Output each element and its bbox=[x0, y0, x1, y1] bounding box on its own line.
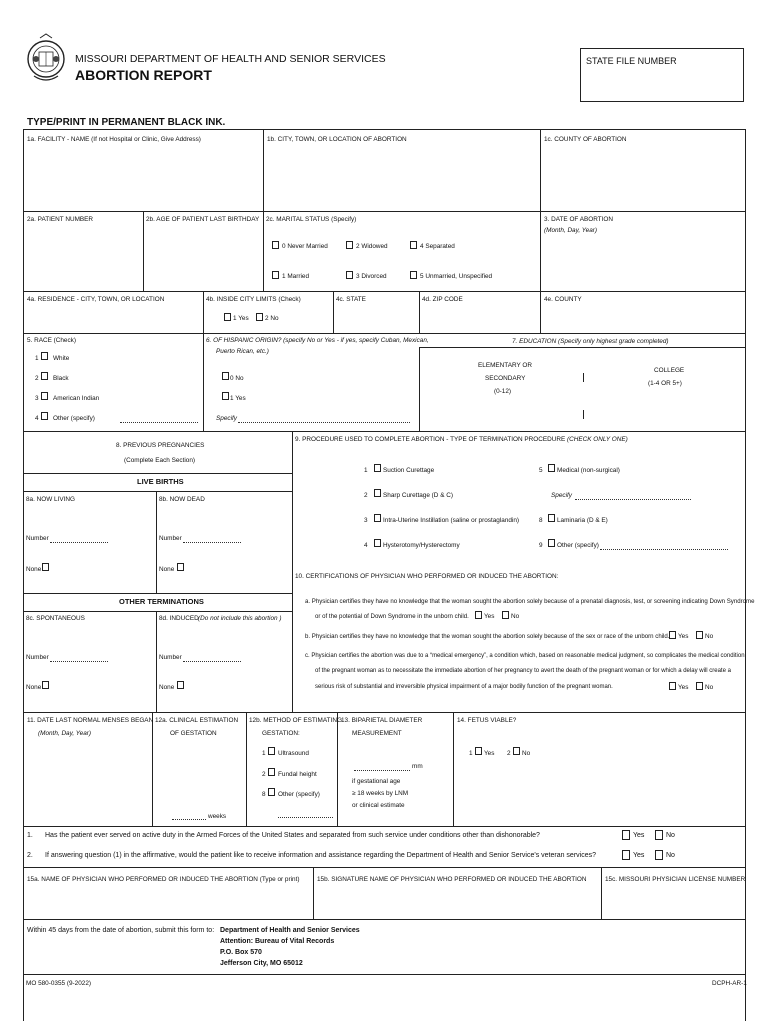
marital-option-label: 1 Married bbox=[282, 273, 309, 280]
previous-pregnancies-subtitle: (Complete Each Section) bbox=[124, 457, 196, 464]
inside-city-yes-checkbox[interactable] bbox=[224, 313, 231, 321]
estimation-method-label: 12b. METHOD OF ESTIMATING bbox=[249, 717, 342, 724]
now-living-none-checkbox[interactable] bbox=[42, 563, 49, 571]
method-option-label: Fundal height bbox=[278, 771, 317, 778]
submission-address-line: Attention: Bureau of Vital Records bbox=[220, 938, 335, 945]
cert-c-no-label: No bbox=[705, 684, 714, 691]
procedure-suction-checkbox[interactable] bbox=[374, 464, 381, 472]
clinical-estimation-label-2: OF GESTATION bbox=[170, 730, 217, 737]
ink-instruction: TYPE/PRINT IN PERMANENT BLACK INK. bbox=[27, 117, 226, 128]
cert-a-yes-label: Yes bbox=[484, 613, 495, 620]
last-menses-label: 11. DATE LAST NORMAL MENSES BEGAN bbox=[27, 717, 154, 724]
hispanic-no-checkbox[interactable] bbox=[222, 372, 229, 380]
procedure-option-label: Other (specify) bbox=[557, 542, 599, 549]
procedure-option-label: Intra-Uterine Instillation (saline or prostaglandin) bbox=[383, 517, 520, 524]
marital-option-label: 3 Divorced bbox=[356, 273, 387, 280]
education-college-range: (1-4 OR 5+) bbox=[648, 380, 682, 387]
method-ultrasound-checkbox[interactable] bbox=[268, 747, 275, 755]
now-living-none-label: None bbox=[26, 566, 42, 573]
last-menses-field[interactable] bbox=[24, 745, 151, 825]
gestation-weeks-label: weeks bbox=[208, 813, 227, 820]
method-fundal-height-checkbox[interactable] bbox=[268, 768, 275, 776]
question-2-yes-checkbox[interactable] bbox=[622, 850, 630, 860]
fetus-no-label: No bbox=[522, 750, 531, 757]
procedure-specify-label: Specify bbox=[551, 492, 572, 499]
cert-b-yes-checkbox[interactable] bbox=[669, 631, 676, 639]
education-college-label: COLLEGE bbox=[654, 367, 685, 374]
estimation-method-label-2: GESTATION: bbox=[262, 730, 300, 737]
biparietal-note-2: ≥ 18 weeks by LNM bbox=[352, 790, 409, 797]
fetus-yes-label: Yes bbox=[484, 750, 495, 757]
submission-address-line: Jefferson City, MO 65012 bbox=[220, 960, 303, 967]
county-label: 1c. COUNTY OF ABORTION bbox=[544, 136, 627, 143]
race-num: 3 bbox=[35, 395, 39, 402]
procedure-label-text: 9. PROCEDURE USED TO COMPLETE ABORTION - TYPE OF TERMINATION PROCEDURE bbox=[295, 436, 566, 443]
marital-option-label: 4 Separated bbox=[420, 243, 455, 250]
race-other-field[interactable] bbox=[120, 415, 198, 423]
race-option-label: American Indian bbox=[53, 395, 100, 402]
method-option-label: Other (specify) bbox=[278, 791, 320, 798]
form-code: DCPH-AR-1 bbox=[712, 980, 747, 987]
procedure-other-checkbox[interactable] bbox=[548, 539, 555, 547]
procedure-medical-checkbox[interactable] bbox=[548, 464, 555, 472]
marital-option-label: 0 Never Married bbox=[282, 243, 328, 250]
inside-city-no-label: 2 No bbox=[265, 315, 279, 322]
procedure-num: 2 bbox=[364, 492, 368, 499]
department-name: MISSOURI DEPARTMENT OF HEALTH AND SENIOR SERVICES bbox=[75, 53, 386, 65]
method-num: 2 bbox=[262, 771, 266, 778]
fetus-yes-num: 1 bbox=[469, 750, 473, 757]
biparietal-label-2: MEASUREMENT bbox=[352, 730, 402, 737]
cert-c-yes-checkbox[interactable] bbox=[669, 682, 676, 690]
education-elementary-range: (0-12) bbox=[494, 388, 512, 395]
marital-status-label: 2c. MARITAL STATUS (Specify) bbox=[266, 216, 357, 223]
biparietal-note: if gestational age bbox=[352, 778, 401, 785]
induced-none-label: None bbox=[159, 684, 175, 691]
procedure-hysterotomy-checkbox[interactable] bbox=[374, 539, 381, 547]
race-white-checkbox[interactable] bbox=[41, 352, 48, 360]
education-label: 7. EDUCATION (Specify only highest grade completed) bbox=[512, 338, 669, 345]
question-1-text: Has the patient ever served on active duty in the Armed Forces of the United States and separated from such service under conditions other than dishonorable? bbox=[45, 832, 540, 839]
patient-age-label: 2b. AGE OF PATIENT LAST BIRTHDAY bbox=[146, 216, 260, 223]
race-num: 4 bbox=[35, 415, 39, 422]
city-label: 1b. CITY, TOWN, OR LOCATION OF ABORTION bbox=[267, 136, 407, 143]
spontaneous-none-label: None bbox=[26, 684, 42, 691]
state-seal bbox=[26, 32, 66, 90]
education-elementary-label: ELEMENTARY OR bbox=[478, 362, 532, 369]
spontaneous-label: 8c. SPONTANEOUS bbox=[26, 615, 85, 622]
submission-address-line: P.O. Box 570 bbox=[220, 949, 262, 956]
physician-name-label: 15a. NAME OF PHYSICIAN WHO PERFORMED OR INDUCED THE ABORTION (Type or print) bbox=[27, 876, 300, 883]
marital-married-checkbox[interactable] bbox=[272, 271, 279, 279]
hispanic-specify-label: Specify bbox=[216, 415, 237, 422]
now-dead-none-label: None bbox=[159, 566, 175, 573]
procedure-num: 9 bbox=[539, 542, 543, 549]
fetus-viable-no-checkbox[interactable] bbox=[513, 747, 520, 755]
residence-label: 4a. RESIDENCE - CITY, TOWN, OR LOCATION bbox=[27, 296, 165, 303]
education-elementary-label-2: SECONDARY bbox=[485, 375, 526, 382]
now-living-number-label: Number bbox=[26, 535, 49, 542]
question-2-text: If answering question (1) in the affirmative, would the patient like to receive information and assistance regarding the Department of Health and Senior Service's veteran services? bbox=[45, 852, 597, 859]
induced-label: 8d. INDUCED bbox=[159, 615, 199, 622]
biparietal-mm-field[interactable] bbox=[354, 763, 410, 771]
marital-option-label: 5 Unmarried, Unspecified bbox=[420, 273, 493, 280]
procedure-option-label: Laminaria (D & E) bbox=[557, 517, 608, 524]
live-births-heading: LIVE BIRTHS bbox=[137, 477, 184, 486]
fetus-viable-yes-checkbox[interactable] bbox=[475, 747, 482, 755]
procedure-num: 4 bbox=[364, 542, 368, 549]
induced-number-label: Number bbox=[159, 654, 182, 661]
zip-label: 4d. ZIP CODE bbox=[422, 296, 463, 303]
marital-divorced-checkbox[interactable] bbox=[346, 271, 353, 279]
abortion-date-field[interactable] bbox=[541, 212, 745, 290]
procedure-laminaria-checkbox[interactable] bbox=[548, 514, 555, 522]
cert-a-yes-checkbox[interactable] bbox=[475, 611, 482, 619]
hispanic-yes-label: 1 Yes bbox=[230, 395, 246, 402]
biparietal-note-3: or clinical estimate bbox=[352, 802, 405, 809]
marital-separated-checkbox[interactable] bbox=[410, 241, 417, 249]
now-dead-label: 8b. NOW DEAD bbox=[159, 496, 205, 503]
cert-c-yes-label: Yes bbox=[678, 684, 689, 691]
method-other-checkbox[interactable] bbox=[268, 788, 275, 796]
procedure-num: 1 bbox=[364, 467, 368, 474]
hispanic-yes-checkbox[interactable] bbox=[222, 392, 229, 400]
method-num: 1 bbox=[262, 750, 266, 757]
procedure-num: 3 bbox=[364, 517, 368, 524]
cert-a-text-cont: or of the potential of Down Syndrome in the unborn child. bbox=[315, 613, 469, 620]
patient-number-label: 2a. PATIENT NUMBER bbox=[27, 216, 94, 223]
education-elementary-field[interactable] bbox=[420, 400, 580, 428]
procedure-other-specify-field[interactable] bbox=[600, 542, 728, 550]
submission-address-line: Department of Health and Senior Services bbox=[220, 927, 360, 934]
cert-a-text: a. Physician certifies they have no knowledge that the woman sought the abortion solely because of a prenatal diagnosis, test, or screening indicating Down Syndrome bbox=[305, 598, 755, 605]
submission-instruction: Within 45 days from the date of abortion, submit this form to: bbox=[27, 927, 215, 934]
patient-number-field[interactable] bbox=[24, 212, 142, 290]
inside-city-label: 4b. INSIDE CITY LIMITS (Check) bbox=[206, 296, 301, 303]
abortion-date-sublabel: (Month, Day, Year) bbox=[544, 227, 598, 234]
race-num: 2 bbox=[35, 375, 39, 382]
gestation-weeks-field[interactable] bbox=[172, 812, 206, 820]
hispanic-label: 6. OF HISPANIC ORIGIN? (specify No or Yes - if yes, specify Cuban, Mexican, bbox=[206, 337, 429, 344]
procedure-num: 8 bbox=[539, 517, 543, 524]
spontaneous-number-label: Number bbox=[26, 654, 49, 661]
now-dead-number-field[interactable] bbox=[183, 535, 241, 543]
now-living-number-field[interactable] bbox=[50, 535, 108, 543]
question-1-yes-checkbox[interactable] bbox=[622, 830, 630, 840]
state-label: 4c. STATE bbox=[336, 296, 366, 303]
state-file-number-label: STATE FILE NUMBER bbox=[586, 56, 677, 66]
procedure-instillation-checkbox[interactable] bbox=[374, 514, 381, 522]
cert-b-no-label: No bbox=[705, 633, 714, 640]
patient-age-field[interactable] bbox=[144, 212, 262, 290]
physician-license-label: 15c. MISSOURI PHYSICIAN LICENSE NUMBER bbox=[605, 876, 746, 883]
induced-none-checkbox[interactable] bbox=[177, 681, 184, 689]
marital-option-label: 2 Widowed bbox=[356, 243, 388, 250]
question-1-number: 1. bbox=[27, 832, 33, 839]
physician-signature-label: 15b. SIGNATURE NAME OF PHYSICIAN WHO PERFORMED OR INDUCED THE ABORTION bbox=[317, 876, 587, 883]
now-dead-none-checkbox[interactable] bbox=[177, 563, 184, 571]
cert-a-no-label: No bbox=[511, 613, 520, 620]
question-2-yes-label: Yes bbox=[633, 852, 645, 859]
inside-city-no-checkbox[interactable] bbox=[256, 313, 263, 321]
cert-b-no-checkbox[interactable] bbox=[696, 631, 703, 639]
education-college-field[interactable] bbox=[588, 400, 744, 428]
race-option-label: White bbox=[53, 355, 70, 362]
spontaneous-none-checkbox[interactable] bbox=[42, 681, 49, 689]
hispanic-no-label: 0 No bbox=[230, 375, 244, 382]
hispanic-specify-field[interactable] bbox=[238, 415, 410, 423]
question-1-no-checkbox[interactable] bbox=[655, 830, 663, 840]
cert-a-no-checkbox[interactable] bbox=[502, 611, 509, 619]
residence-county-label: 4e. COUNTY bbox=[544, 296, 582, 303]
procedure-num: 5 bbox=[539, 467, 543, 474]
race-option-label: Other (specify) bbox=[53, 415, 95, 422]
marital-never-married-checkbox[interactable] bbox=[272, 241, 279, 249]
race-label: 5. RACE (Check) bbox=[27, 337, 77, 344]
fetus-viable-label: 14. FETUS VIABLE? bbox=[457, 717, 517, 724]
biparietal-label: 13. BIPARIETAL DIAMETER bbox=[341, 717, 423, 724]
procedure-option-label: Suction Curettage bbox=[383, 467, 435, 474]
method-num: 8 bbox=[262, 791, 266, 798]
race-other-checkbox[interactable] bbox=[41, 412, 48, 420]
race-num: 1 bbox=[35, 355, 39, 362]
question-2-no-label: No bbox=[666, 852, 675, 859]
procedure-sharp-checkbox[interactable] bbox=[374, 489, 381, 497]
cert-c-text-cont-2: serious risk of substantial and irreversible physical impairment of a major bodily function of the pregnant woman. bbox=[315, 684, 613, 690]
fetus-no-num: 2 bbox=[507, 750, 511, 757]
procedure-option-label: Hysterotomy/Hysterectomy bbox=[383, 542, 460, 549]
cert-b-yes-label: Yes bbox=[678, 633, 689, 640]
abortion-date-label: 3. DATE OF ABORTION bbox=[544, 216, 614, 223]
now-living-label: 8a. NOW LIVING bbox=[26, 496, 76, 503]
cert-c-text: c. Physician certifies the abortion was due to a “medical emergency”, a condition which, based on reasonable medical judgment, so complicates the medical condition bbox=[305, 653, 745, 659]
biparietal-mm-unit: mm bbox=[412, 763, 423, 770]
now-dead-number-label: Number bbox=[159, 535, 182, 542]
cert-c-no-checkbox[interactable] bbox=[696, 682, 703, 690]
previous-pregnancies-title: 8. PREVIOUS PREGNANCIES bbox=[116, 442, 205, 449]
form-number: MO 580-0355 (9-2022) bbox=[26, 980, 92, 987]
procedure-medical-specify-field[interactable] bbox=[575, 492, 691, 500]
method-option-label: Ultrasound bbox=[278, 750, 309, 757]
procedure-option-label: Sharp Curettage (D & C) bbox=[383, 492, 453, 499]
cert-b-text: b. Physician certifies they have no knowledge that the woman sought the abortion solely because of the sex or race of the unborn child. bbox=[305, 633, 670, 640]
induced-note: (Do not include this abortion ) bbox=[198, 615, 282, 622]
hispanic-label-cont: Puerto Rican, etc.) bbox=[216, 348, 269, 355]
question-2-number: 2. bbox=[27, 852, 33, 859]
spontaneous-number-field[interactable] bbox=[50, 654, 108, 662]
procedure-label bbox=[295, 436, 628, 443]
race-option-label: Black bbox=[53, 375, 69, 382]
other-terminations-heading: OTHER TERMINATIONS bbox=[119, 597, 204, 606]
question-2-no-checkbox[interactable] bbox=[655, 850, 663, 860]
certifications-label: 10. CERTIFICATIONS OF PHYSICIAN WHO PERFORMED OR INDUCED THE ABORTION: bbox=[295, 573, 559, 580]
marital-unmarried-checkbox[interactable] bbox=[410, 271, 417, 279]
procedure-label-note: (CHECK ONLY ONE) bbox=[567, 436, 628, 443]
inside-city-yes-label: 1 Yes bbox=[233, 315, 249, 322]
induced-number-field[interactable] bbox=[183, 654, 241, 662]
question-1-yes-label: Yes bbox=[633, 832, 645, 839]
race-black-checkbox[interactable] bbox=[41, 372, 48, 380]
facility-label: 1a. FACILITY - NAME (If not Hospital or Clinic, Give Address) bbox=[27, 136, 201, 143]
marital-widowed-checkbox[interactable] bbox=[346, 241, 353, 249]
last-menses-sublabel: (Month, Day, Year) bbox=[38, 730, 92, 737]
clinical-estimation-label: 12a. CLINICAL ESTIMATION bbox=[155, 717, 239, 724]
form-title: ABORTION REPORT bbox=[75, 67, 212, 83]
race-american-indian-checkbox[interactable] bbox=[41, 392, 48, 400]
question-1-no-label: No bbox=[666, 832, 675, 839]
procedure-option-label: Medical (non-surgical) bbox=[557, 467, 620, 474]
cert-c-text-cont: of the pregnant woman as to necessitate the immediate abortion of her pregnancy to avert the death of the pregnant woman or for which a delay will create a bbox=[315, 668, 731, 674]
method-other-field[interactable] bbox=[278, 810, 333, 818]
